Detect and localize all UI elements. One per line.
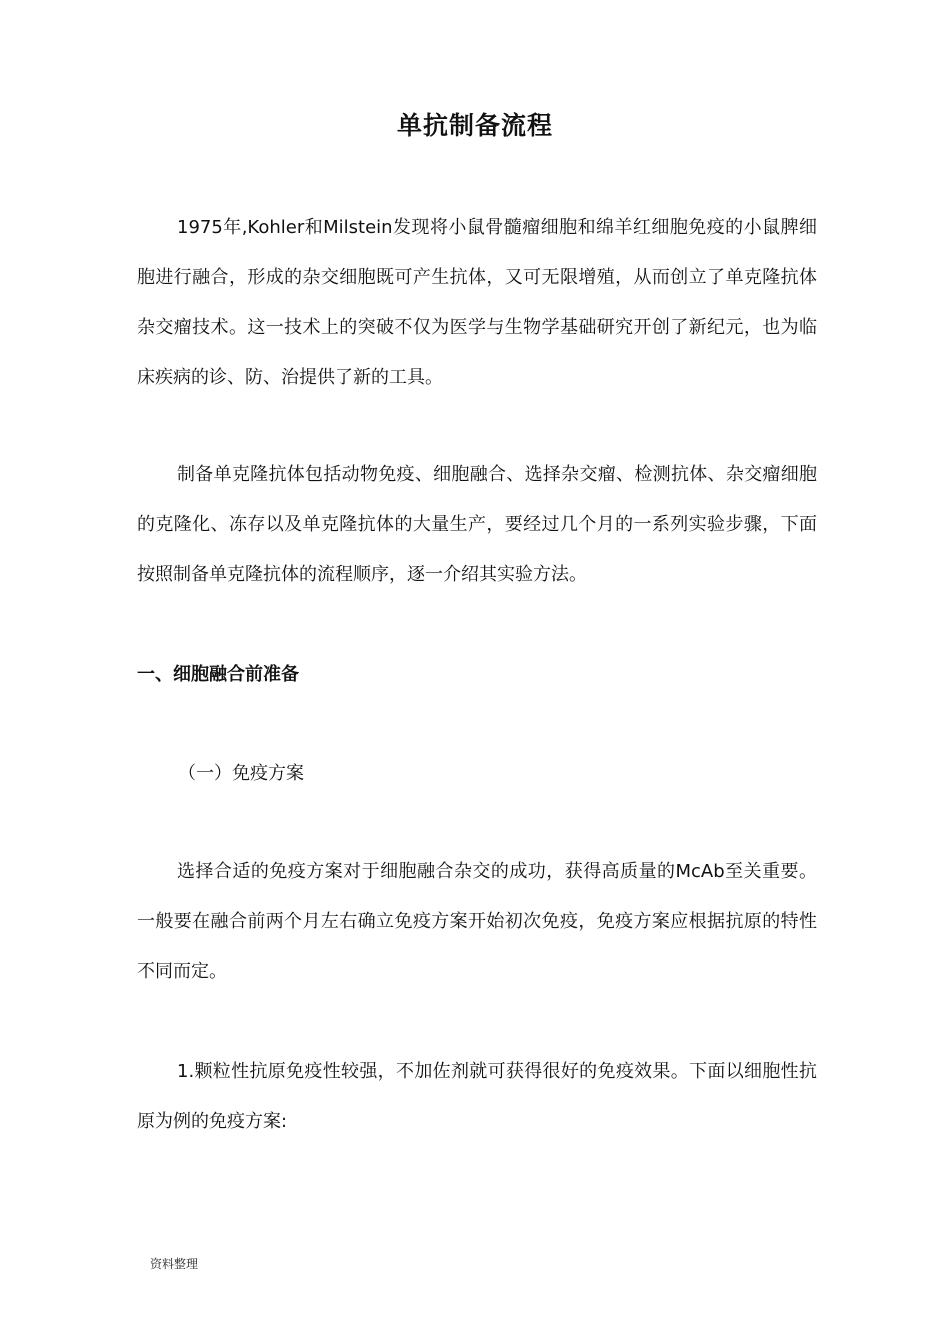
- overview-paragraph: 制备单克隆抗体包括动物免疫、细胞融合、选择杂交瘤、检测抗体、杂交瘤细胞的克隆化、冻存以及单克隆抗体的大量生产，要经过几个月的一系列实验步骤，下面按照制备单克隆抗体的流程顺序，逐一介绍其实验方法。: [137, 464, 817, 585]
- intro-paragraph: 1975年,Kohler和Milstein发现将小鼠骨髓瘤细胞和绵羊红细胞免疫的小鼠脾细胞进行融合，形成的杂交细胞既可产生抗体，又可无限增殖，从而创立了单克隆抗体杂交瘤技术。这一技术上的突破不仅为医学与生物学基础研究开创了新纪元，也为临床疾病的诊、防、治提供了新的工具。: [137, 217, 817, 388]
- particulate-antigen-paragraph: 1.颗粒性抗原免疫性较强，不加佐剂就可获得很好的免疫效果。下面以细胞性抗原为例的免疫方案:: [137, 1061, 817, 1132]
- immunization-paragraph: 选择合适的免疫方案对于细胞融合杂交的成功，获得高质量的McAb至关重要。一般要在融合前两个月左右确立免疫方案开始初次免疫，免疫方案应根据抗原的特性不同而定。: [137, 861, 817, 982]
- subsection-heading: （一）免疫方案: [178, 763, 304, 784]
- section-heading: 一、细胞融合前准备: [137, 664, 299, 685]
- footer-note: 资料整理: [150, 1257, 199, 1271]
- document-title: 单抗制备流程: [396, 111, 553, 140]
